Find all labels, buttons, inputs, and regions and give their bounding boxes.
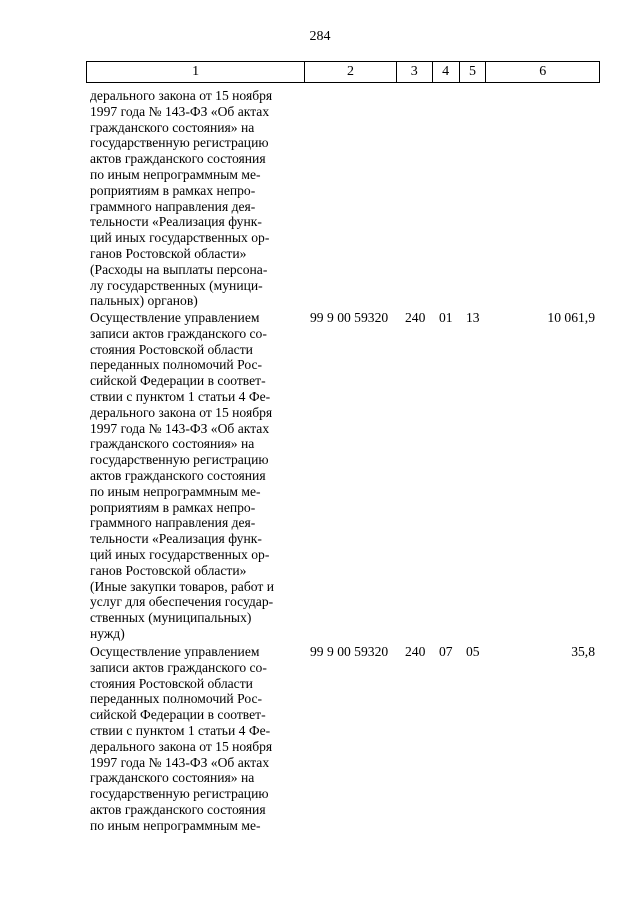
table-row-amount: 10 061,9 — [547, 310, 595, 325]
header-col-5: 5 — [460, 62, 487, 82]
table-header — [86, 61, 600, 83]
table-row-rz: 07 — [439, 644, 453, 659]
table-row-amount: 35,8 — [571, 644, 595, 659]
header-col-1: 1 — [87, 62, 305, 82]
table-row-vr: 240 — [405, 310, 426, 325]
table-row-description: Осуществление управлением записи актов гражданского со- стояния Ростовской области переданных полномочий Рос- сийской Федерации в соответ- ствии с пунктом 1 статьи 4 Фе- дерального закона от 15 ноября 1997 года № 143-ФЗ «Об актах гражданского состояния» на государственную регистрацию актов гражданского состояния по иным непрограммным ме- — [90, 644, 273, 833]
table-row-description: Осуществление управлением записи актов гражданского со- стояния Ростовской области переданных полномочий Рос- сийской Федерации в соответ- ствии с пунктом 1 статьи 4 Фе- дерального закона от 15 ноября 1997 года № 143-ФЗ «Об актах гражданского состояния» на государственную регистрацию актов гражданского состояния по иным непрограммным ме- роприятиям в рамках непро- граммного направления дея- тельности «Реализация функ- ций иных государственных ор- ганов Ростовской области» (Иные закупки товаров, работ и услуг для обеспечения государ- ственных (муниципальных) нужд) — [90, 310, 274, 641]
table-row-pr: 13 — [466, 310, 480, 325]
table-row-rz: 01 — [439, 310, 453, 325]
header-col-3: 3 — [397, 62, 433, 82]
table-row-code: 99 9 00 59320 — [310, 644, 389, 659]
table-row-pr: 05 — [466, 644, 480, 659]
header-col-2: 2 — [305, 62, 397, 82]
header-col-4: 4 — [433, 62, 460, 82]
header-col-6: 6 — [539, 64, 547, 79]
table-row-vr: 240 — [405, 644, 426, 659]
table-row-description: дерального закона от 15 ноября 1997 года № 143-ФЗ «Об актах гражданского состояния» на государственную регистрацию актов гражданского состояния по иным непрограммным ме- роприятиям в рамках непро- граммного направления дея- тельности «Реализация функ- ций иных государственных ор- ганов Ростовской области» (Расходы на выплаты персона- лу государственных (муници- пальных) органов) — [90, 88, 273, 309]
table-row-code: 99 9 00 59320 — [310, 310, 389, 325]
page-number: 284 — [309, 29, 331, 44]
